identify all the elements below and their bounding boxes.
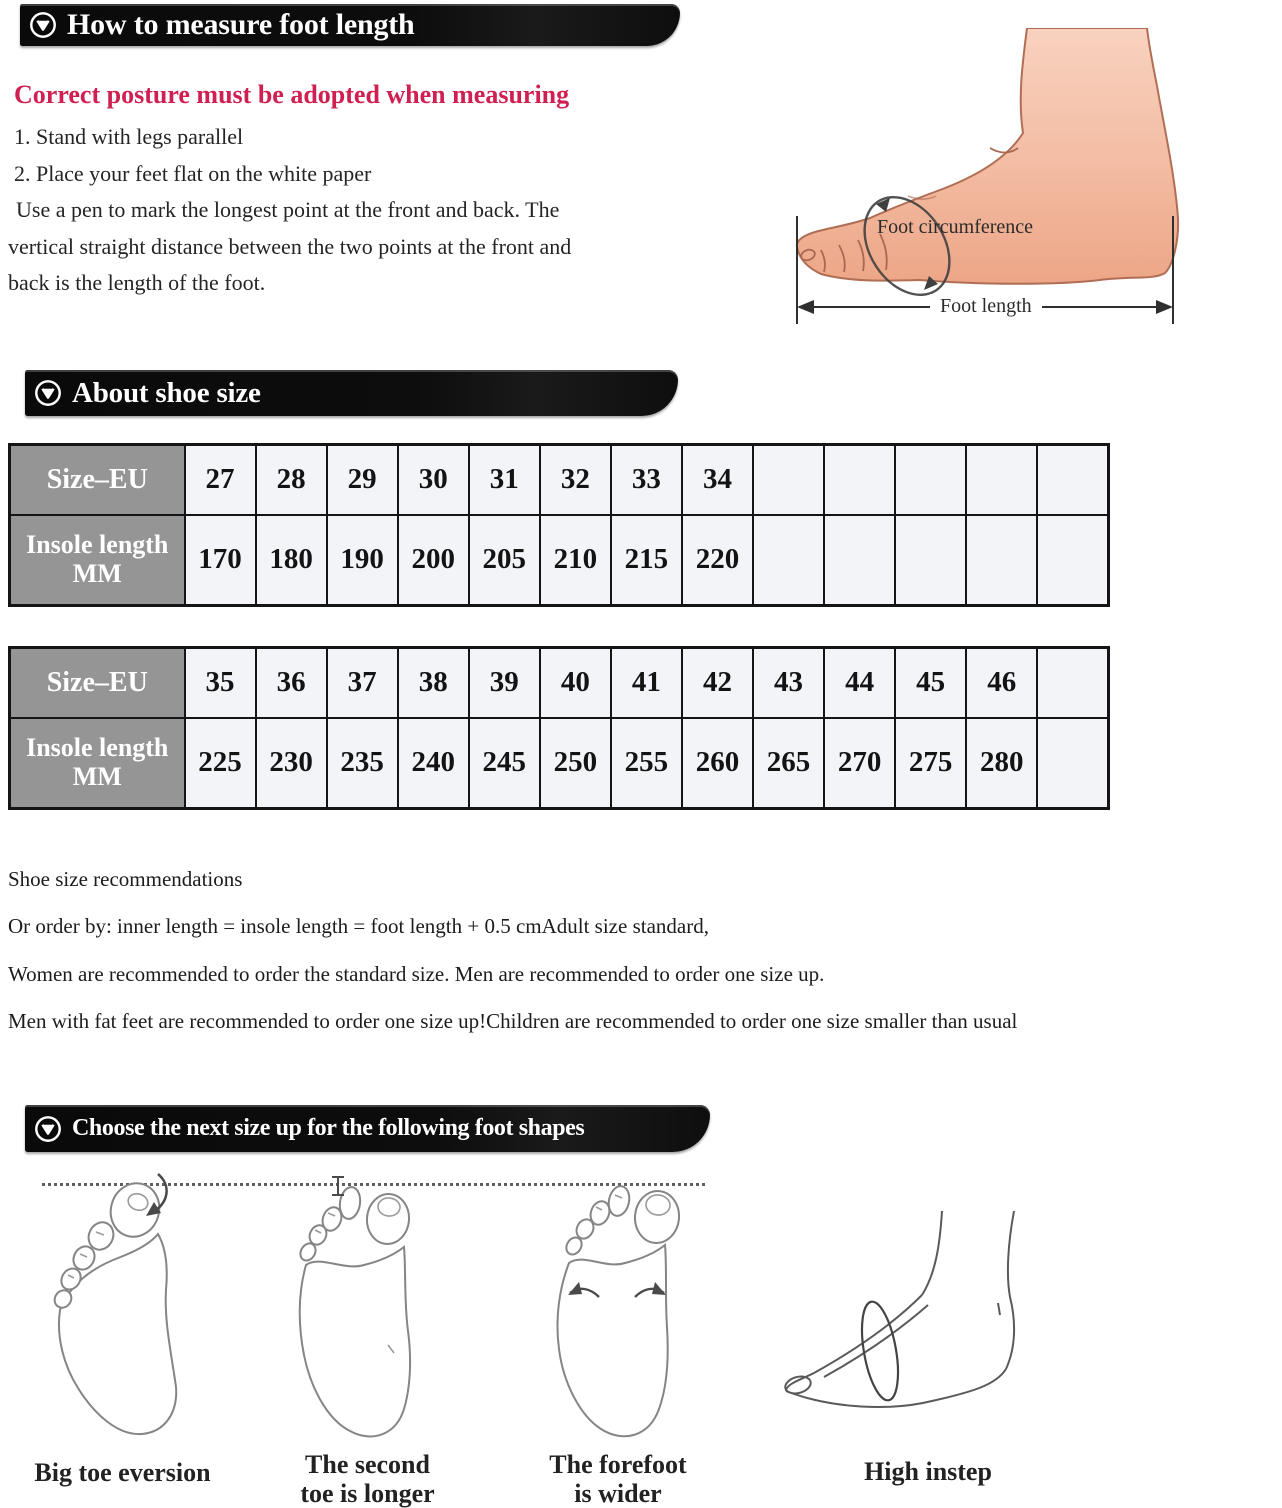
- instruction-line-2: 2. Place your feet flat on the white paper: [14, 161, 372, 186]
- size-cell: 46: [966, 648, 1037, 718]
- note-line-1: Shoe size recommendations: [8, 867, 243, 891]
- insole-cell: 265: [753, 718, 824, 809]
- sole-outline: [300, 1247, 410, 1436]
- table-row-sizes: [10, 648, 1109, 718]
- insole-cell: 190: [327, 515, 398, 606]
- caption-forefoot-wider: [528, 1450, 708, 1508]
- row-header-size-eu: Size–EU: [10, 445, 185, 515]
- size-cell: 45: [895, 648, 966, 718]
- caption-line: The second: [305, 1450, 430, 1479]
- size-cell: 32: [540, 445, 611, 515]
- size-cell: 41: [611, 648, 682, 718]
- note-line-2: Or order by: inner length = insole length = foot length + 0.5 cmAdult size standard,: [8, 914, 709, 938]
- caption-second-toe-longer: [280, 1450, 455, 1508]
- size-cell: 44: [824, 648, 895, 718]
- size-cell: 29: [327, 445, 398, 515]
- size-cell: 30: [398, 445, 469, 515]
- size-cell: 39: [469, 648, 540, 718]
- foot-length-label: Foot length: [930, 294, 1042, 319]
- insole-cell: 220: [682, 515, 753, 606]
- instruction-line-5: back is the length of the foot.: [8, 270, 266, 295]
- size-cell: 38: [398, 648, 469, 718]
- insole-header-line1: Insole length: [26, 733, 169, 763]
- size-cell: 28: [256, 445, 327, 515]
- insole-cell: 210: [540, 515, 611, 606]
- insole-cell: 245: [469, 718, 540, 809]
- row-header-insole-length: [10, 718, 185, 809]
- instruction-line-1: 1. Stand with legs parallel: [14, 124, 244, 149]
- instruction-line-3: Use a pen to mark the longest point at the front and back. The: [16, 197, 560, 222]
- foot-side-illustration: [758, 28, 1282, 328]
- insole-cell: [753, 515, 824, 606]
- size-cell: 42: [682, 648, 753, 718]
- table-row-insoles: [10, 718, 1109, 809]
- size-cell: 43: [753, 648, 824, 718]
- chevron-down-circle-icon: [33, 378, 63, 408]
- row-header-size-eu: Size–EU: [10, 648, 185, 718]
- insole-cell: 260: [682, 718, 753, 809]
- size-table-1: [8, 443, 1110, 607]
- size-cell: 35: [185, 648, 256, 718]
- insole-cell: 180: [256, 515, 327, 606]
- foot-outline: [797, 28, 1178, 284]
- insole-cell: 205: [469, 515, 540, 606]
- caption-line: toe is longer: [300, 1479, 435, 1508]
- insole-header-line2: MM: [72, 558, 122, 588]
- foot-circumference-label: Foot circumference: [877, 216, 1034, 238]
- insole-cell: 280: [966, 718, 1037, 809]
- caption-big-toe-eversion: Big toe eversion: [34, 1458, 211, 1487]
- size-cell: [895, 445, 966, 515]
- footprint-forefoot-wider: [545, 1175, 690, 1460]
- arrow-left: [797, 300, 814, 314]
- insole-cell: [1037, 515, 1108, 606]
- insole-cell: [1037, 718, 1108, 809]
- size-cell: 36: [256, 648, 327, 718]
- size-cell: [1037, 445, 1108, 515]
- insole-cell: 255: [611, 718, 682, 809]
- insole-cell: 250: [540, 718, 611, 809]
- foot-shapes-section-title: Choose the next size up for the following foot shapes: [72, 1115, 585, 1141]
- size-cell: 31: [469, 445, 540, 515]
- size-cell: [753, 445, 824, 515]
- insole-cell: 240: [398, 718, 469, 809]
- length-tick: [332, 1177, 344, 1195]
- foot-high-instep-illustration: [772, 1205, 1037, 1410]
- size-cell: [966, 445, 1037, 515]
- size-table-2: [8, 646, 1110, 810]
- caption-high-instep: High instep: [864, 1457, 992, 1486]
- chevron-down-circle-icon: [33, 1114, 63, 1144]
- size-cell: 37: [327, 648, 398, 718]
- insole-cell: 235: [327, 718, 398, 809]
- insole-cell: 270: [824, 718, 895, 809]
- insole-header-line2: MM: [72, 761, 122, 791]
- shoe-size-section-title: About shoe size: [72, 376, 261, 409]
- footprint-big-toe-eversion: [30, 1172, 180, 1458]
- footprint-second-toe-longer: [288, 1175, 428, 1460]
- note-line-4: Men with fat feet are recommended to order one size up!Children are recommended to order one size smaller than usual: [8, 1009, 1018, 1033]
- section-banner-measure: [20, 4, 680, 46]
- size-cell: 27: [185, 445, 256, 515]
- size-cell: [1037, 648, 1108, 718]
- section-banner-foot-shapes: [25, 1105, 710, 1152]
- row-header-insole-length: [10, 515, 185, 606]
- size-cell: [824, 445, 895, 515]
- insole-cell: 275: [895, 718, 966, 809]
- size-cell: 33: [611, 445, 682, 515]
- size-cell: 34: [682, 445, 753, 515]
- instruction-line-4: vertical straight distance between the two points at the front and: [8, 234, 572, 259]
- size-cell: 40: [540, 648, 611, 718]
- caption-line: is wider: [574, 1479, 662, 1508]
- insole-header-line1: Insole length: [26, 530, 169, 560]
- insole-cell: [895, 515, 966, 606]
- chevron-down-circle-icon: [28, 10, 58, 40]
- caption-line: The forefoot: [549, 1450, 687, 1479]
- arrow-right: [1156, 300, 1173, 314]
- insole-cell: 200: [398, 515, 469, 606]
- posture-heading: Correct posture must be adopted when measuring: [14, 80, 570, 109]
- insole-cell: 215: [611, 515, 682, 606]
- insole-cell: [966, 515, 1037, 606]
- insole-cell: 170: [185, 515, 256, 606]
- insole-cell: 225: [185, 718, 256, 809]
- measure-section-title: How to measure foot length: [67, 8, 415, 41]
- instep-ellipse: [856, 1299, 905, 1403]
- table-row-sizes: [10, 445, 1109, 515]
- table-row-insoles: [10, 515, 1109, 606]
- note-line-3: Women are recommended to order the standard size. Men are recommended to order one size up.: [8, 962, 825, 986]
- section-banner-shoe-size: [25, 370, 678, 416]
- insole-cell: 230: [256, 718, 327, 809]
- sole-outline: [557, 1245, 667, 1436]
- insole-cell: [824, 515, 895, 606]
